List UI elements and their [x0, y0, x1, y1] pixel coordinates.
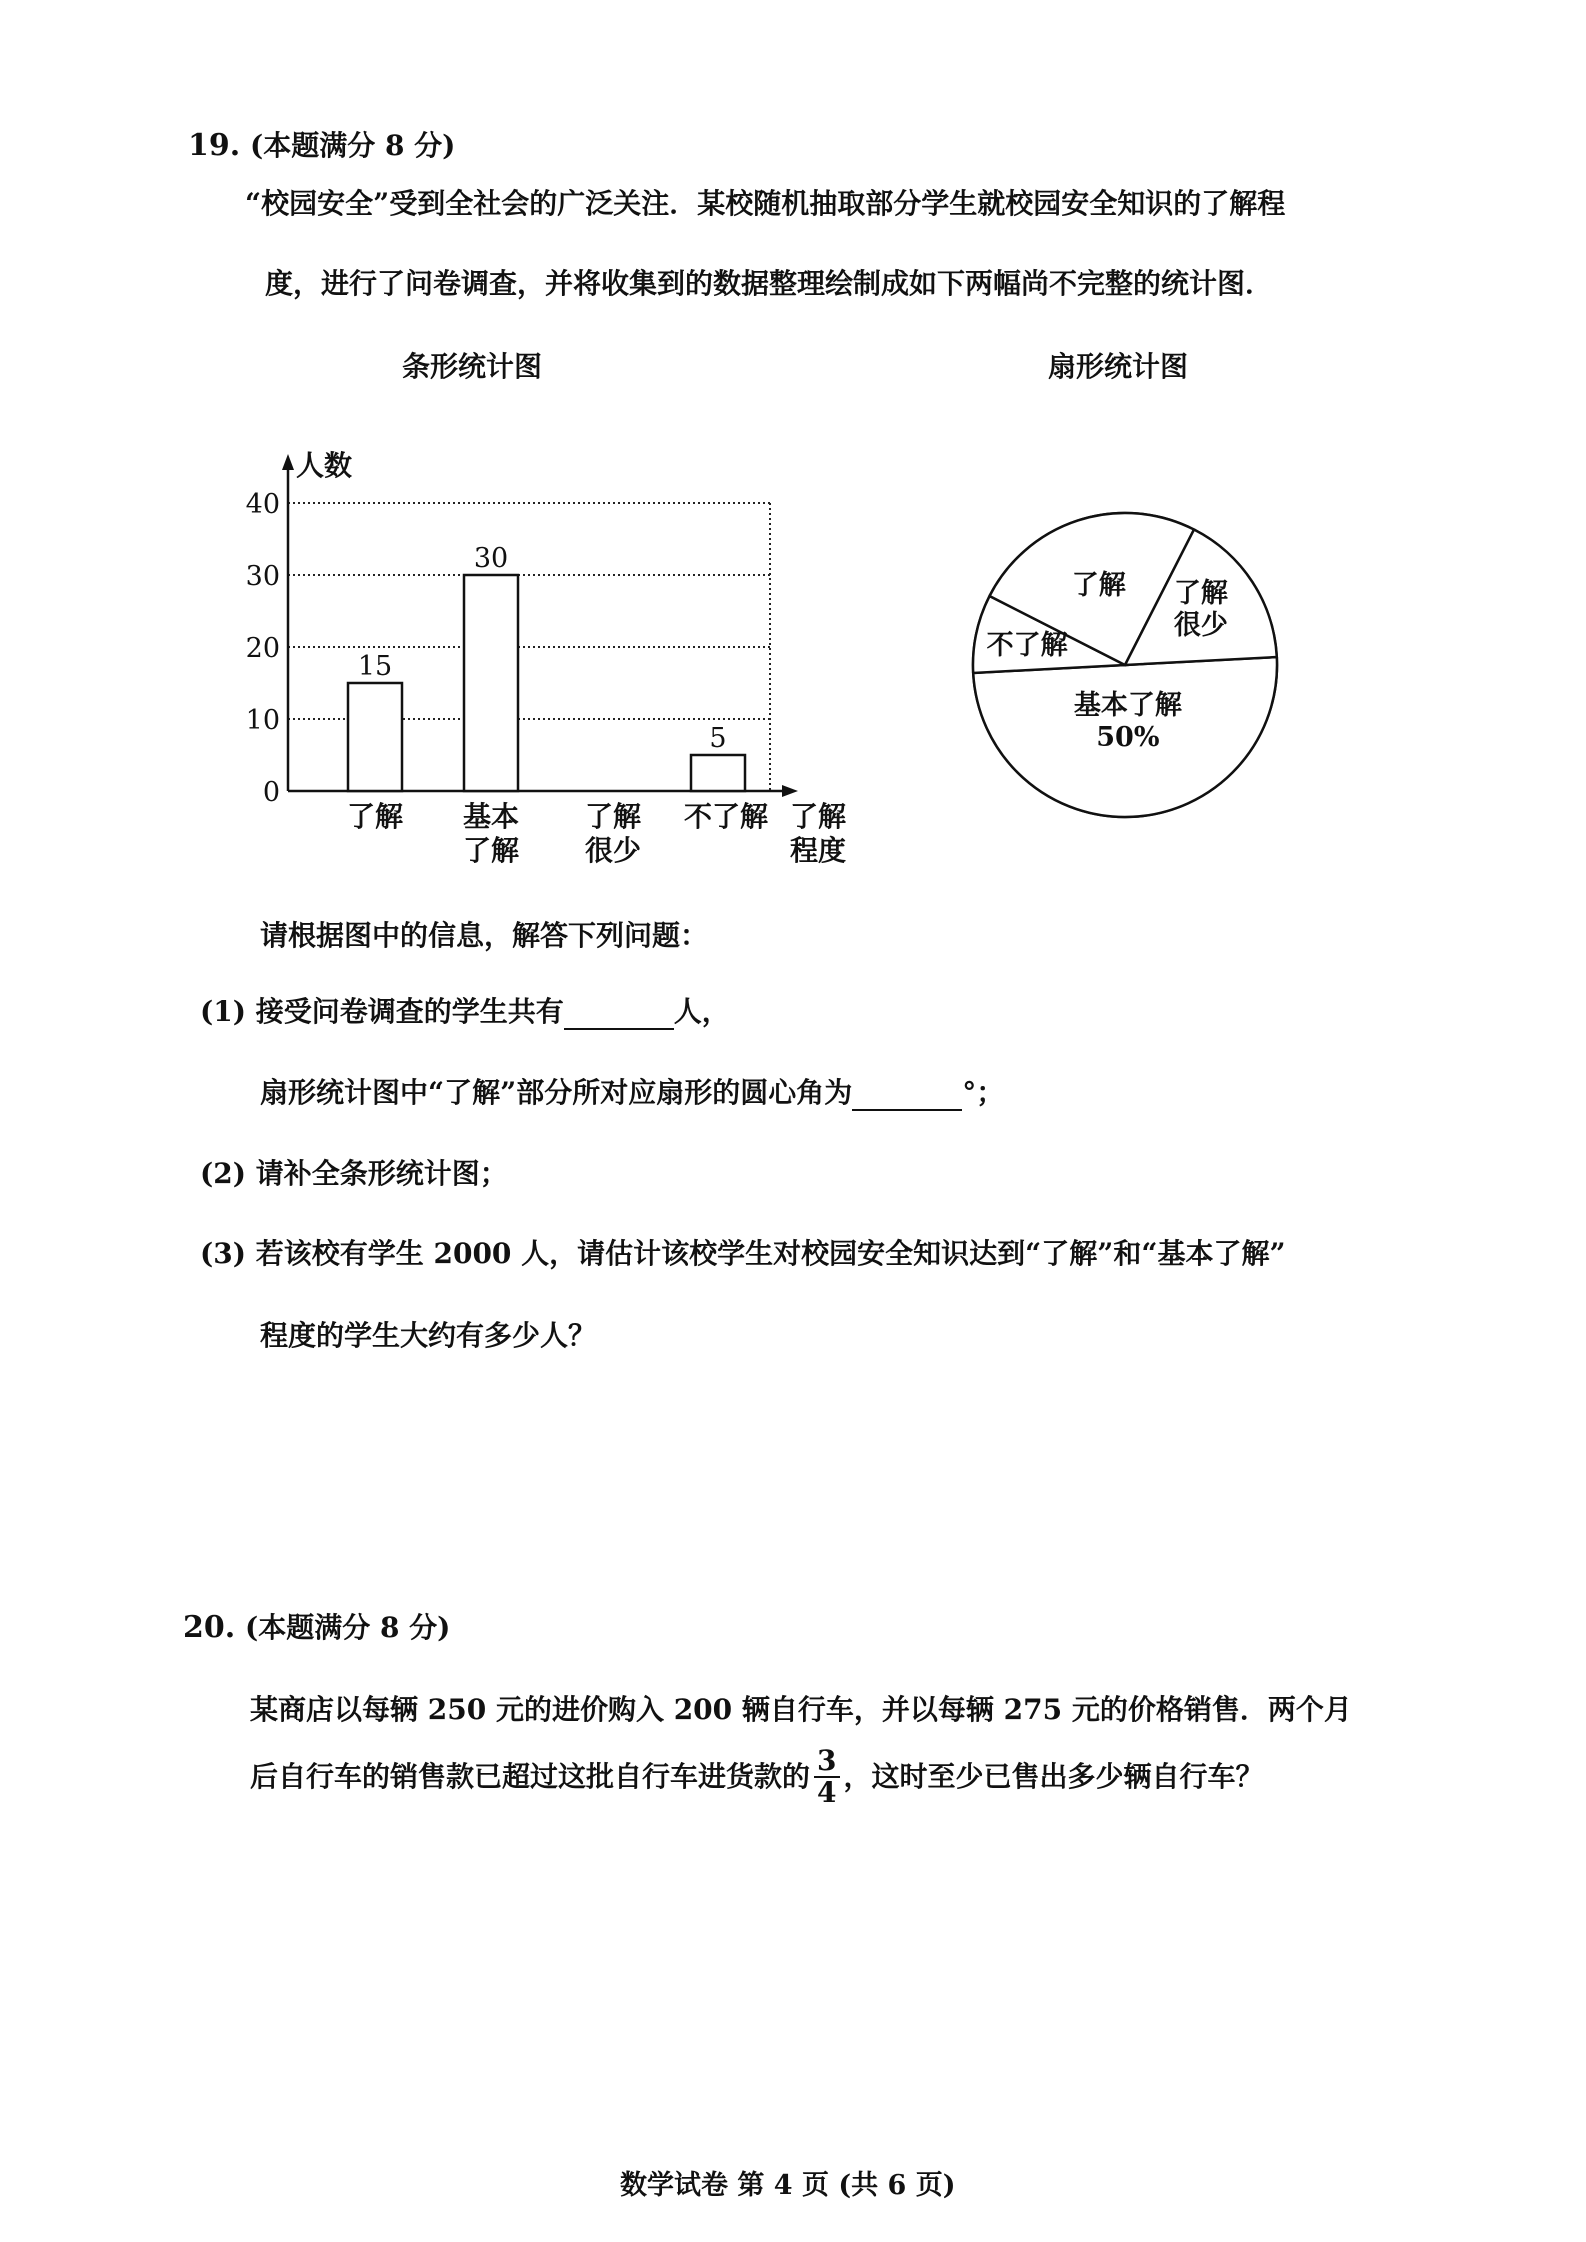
pie-chart [960, 505, 1290, 835]
pie-label-2-1: 很少 [1173, 609, 1228, 641]
y-tick-label-30: 30 [245, 561, 280, 592]
fraction-numerator: 3 [814, 1746, 839, 1778]
pie-label-2-0: 了解 [1173, 577, 1228, 609]
x-category-label-0-0: 了解 [346, 800, 404, 833]
q19-part1-b-end: °； [962, 1076, 1005, 1109]
q19-part1-a [200, 994, 730, 1030]
bar-chart-title: 条形统计图 [402, 350, 543, 383]
y-tick-label-10: 10 [245, 705, 280, 736]
y-axis-label: 人数 [296, 449, 353, 482]
y-tick-label-40: 40 [245, 489, 280, 520]
q19-intro-line1: “校园安全”受到全社会的广泛关注．某校随机抽取部分学生就校园安全知识的了解程 [245, 187, 1286, 220]
q20-line1: 某商店以每辆 250 元的进价购入 200 辆自行车，并以每辆 275 元的价格销售．两个月 [250, 1693, 1352, 1726]
q20-line2 [250, 1746, 1264, 1808]
bar-chart-bars [348, 575, 745, 791]
q19-prompt: 请根据图中的信息，解答下列问题： [260, 919, 709, 952]
q20-header [183, 1610, 450, 1646]
q19-part3-line1: (3) 若该校有学生 2000 人，请估计该校学生对校园安全知识达到“了解”和“基本了解” [200, 1237, 1286, 1270]
page-footer: 数学试卷 第 4 页 (共 6 页) [620, 2170, 956, 2201]
x-axis-label-0: 了解 [789, 800, 847, 833]
pie-label-0-0: 基本了解 [1073, 689, 1182, 721]
bar-value-label-0: 15 [357, 651, 393, 682]
q19-part1-b [260, 1075, 1004, 1111]
q19-part1-a-text: (1) 接受问卷调查的学生共有 [200, 995, 564, 1028]
bar-1 [464, 575, 518, 791]
x-category-label-2-0: 了解 [584, 800, 642, 833]
bar-chart-labels [246, 449, 846, 867]
q20-score: (本题满分 8 分) [244, 1611, 451, 1644]
y-tick-label-20: 20 [245, 633, 280, 664]
pie-label-0-1: 50% [1096, 721, 1160, 753]
x-category-label-1-1: 了解 [462, 834, 520, 867]
q19-number: 19. [188, 128, 241, 163]
x-category-label-2-1: 很少 [584, 834, 642, 867]
pie-label-1-0: 了解 [1071, 570, 1126, 602]
bar-value-label-3: 5 [709, 723, 727, 754]
x-axis-arrow [782, 785, 798, 797]
fraction-three-quarters [814, 1746, 839, 1808]
pie-chart-title: 扇形统计图 [1048, 350, 1189, 383]
x-axis-label-1: 程度 [789, 834, 847, 867]
fraction-denominator: 4 [817, 1776, 837, 1809]
bar-0 [348, 683, 402, 791]
answer-blank-2[interactable] [852, 1079, 962, 1111]
q19-part1-a-end: 人， [673, 995, 730, 1028]
answer-blank-1[interactable] [564, 998, 674, 1030]
pie-label-3-0: 不了解 [986, 630, 1068, 662]
q19-intro-line2: 度，进行了问卷调查，并将收集到的数据整理绘制成如下两幅尚不完整的统计图． [265, 267, 1274, 300]
bar-chart [230, 440, 870, 870]
q19-part3-line2: 程度的学生大约有多少人？ [260, 1319, 597, 1352]
q19-part1-b-text: 扇形统计图中“了解”部分所对应扇形的圆心角为 [260, 1076, 853, 1109]
bar-3 [691, 755, 745, 791]
y-axis-arrow [282, 454, 294, 470]
q19-part2: (2) 请补全条形统计图； [200, 1157, 508, 1190]
q20-number: 20. [183, 1610, 236, 1645]
x-category-label-3-0: 不了解 [683, 800, 769, 833]
q19-header [188, 128, 455, 164]
q19-score: (本题满分 8 分) [249, 129, 456, 162]
q20-line2-b: ，这时至少已售出多少辆自行车？ [843, 1760, 1264, 1793]
pie-chart-slices [973, 513, 1277, 817]
q20-line2-a: 后自行车的销售款已超过这批自行车进货款的 [250, 1760, 811, 1793]
y-tick-label-0: 0 [262, 777, 280, 808]
x-category-label-1-0: 基本 [462, 800, 520, 833]
bar-value-label-1: 30 [473, 543, 509, 574]
